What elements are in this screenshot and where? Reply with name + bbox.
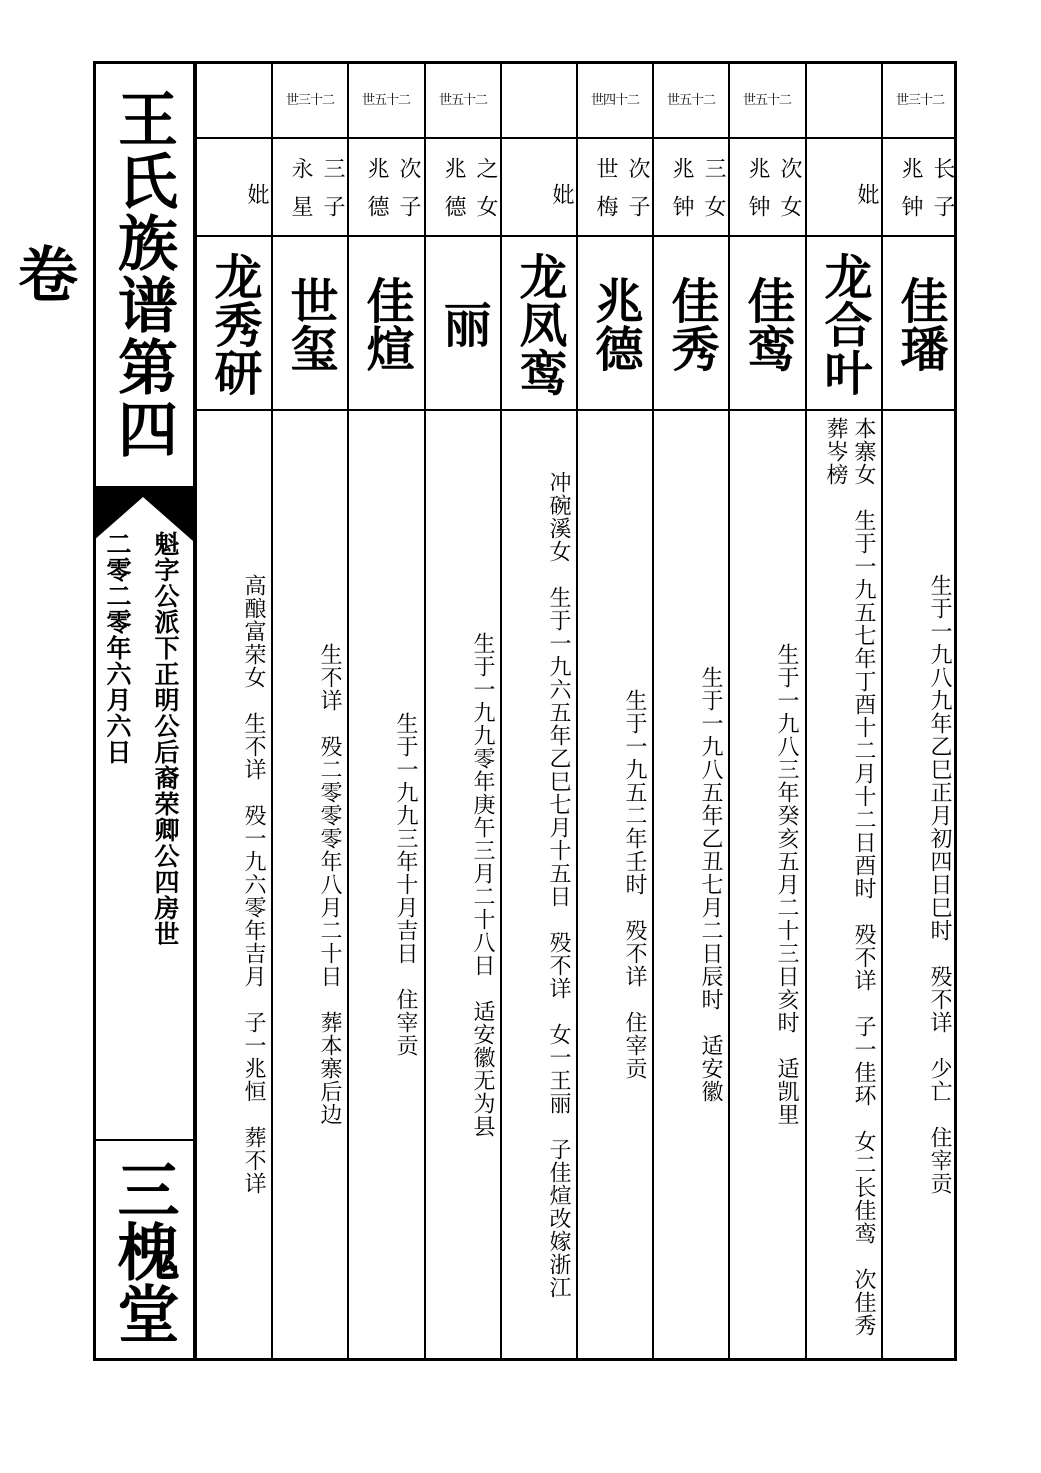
relation-label: 妣 [854, 183, 879, 207]
biography-note: 生于一九九零年庚午三月二十八日 适安徽无为县 [470, 631, 495, 1138]
person-column [425, 61, 501, 1358]
person-column [348, 61, 424, 1358]
relation-label: 长兆 子钟 [898, 157, 955, 219]
person-name: 丽 [435, 300, 491, 348]
person-name: 兆德 [587, 276, 643, 372]
biography-note: 生于一九八五年乙丑七月二日辰时 适安徽 [698, 666, 723, 1103]
relation-label: 之兆 女德 [441, 157, 498, 219]
generation-label: 世五十二 [666, 93, 715, 108]
relation-label: 次兆 子德 [364, 157, 421, 219]
person-name: 龙秀研 [206, 252, 262, 396]
relation-label: 妣 [244, 183, 269, 207]
person-column [196, 61, 272, 1358]
compile-date: 二零二零年六月六日 [103, 531, 132, 765]
biography-note: 生于一九五二年壬时 殁不详 住宰贡 [622, 689, 647, 1080]
generation-label: 世三十二 [285, 93, 334, 108]
generation-label: 世五十二 [742, 93, 791, 108]
divider [93, 1139, 193, 1141]
biography-note: 高酿富荣女 生不详 殁一九六零年吉月 子一兆恒 葬不详 [241, 574, 266, 1195]
generation-label [501, 89, 577, 109]
biography-note: 冲碗溪女 生于一九六五年乙巳七月十五日 殁不详 女一王丽 子佳煊改嫁浙江 [546, 470, 571, 1299]
relation-label: 次世 子梅 [593, 157, 650, 219]
generation-label: 世五十二 [438, 93, 487, 108]
generation-label: 世三十二 [895, 93, 944, 108]
person-column [806, 61, 882, 1358]
biography-note: 本寨女 生于一九五七年丁酉十二月十二日酉时 殁不详 子一佳环 女二长佳鸾 次佳秀 葬岑榜 [823, 417, 876, 1360]
relation-label: 次兆 女钟 [745, 157, 802, 219]
person-name: 佳鸾 [739, 276, 795, 372]
person-name: 佳秀 [663, 276, 719, 372]
biography-note: 生于一九八九年乙巳正月初四日巳时 殁不详 少亡 住宰贡 [927, 574, 952, 1195]
relation-label: 三兆 女钟 [669, 157, 726, 219]
branch-description: 魁字公派下正明公后裔荣卿公四房世 [151, 531, 180, 947]
genealogy-grid [195, 61, 957, 1361]
person-name: 龙合叶 [816, 252, 872, 396]
biography-note: 生于一九八三年癸亥五月二十三日亥时 适凯里 [774, 643, 799, 1126]
book-title: 王氏族谱第四卷 [8, 87, 178, 460]
person-column [272, 61, 348, 1358]
hall-name: 三槐堂 [107, 1157, 180, 1344]
person-name: 世玺 [282, 276, 338, 372]
person-column [882, 61, 958, 1358]
person-name: 佳煊 [358, 276, 414, 372]
relation-label: 三永 子星 [288, 157, 345, 219]
title-column [8, 61, 195, 1361]
relation-label: 妣 [549, 183, 574, 207]
biography-note: 生于一九九三年十月吉日 住宰贡 [393, 712, 418, 1057]
biography-note: 生不详 殁二零零零年八月二十日 葬本寨后边 [317, 643, 342, 1126]
generation-label: 世四十二 [590, 93, 639, 108]
person-column [653, 61, 729, 1358]
person-column [577, 61, 653, 1358]
generation-label [806, 89, 882, 109]
generation-label: 世五十二 [361, 93, 410, 108]
person-name: 佳璠 [892, 276, 948, 372]
generation-label [196, 89, 272, 109]
person-column [729, 61, 805, 1358]
person-column [501, 61, 577, 1358]
person-name: 龙凤鸾 [511, 252, 567, 396]
